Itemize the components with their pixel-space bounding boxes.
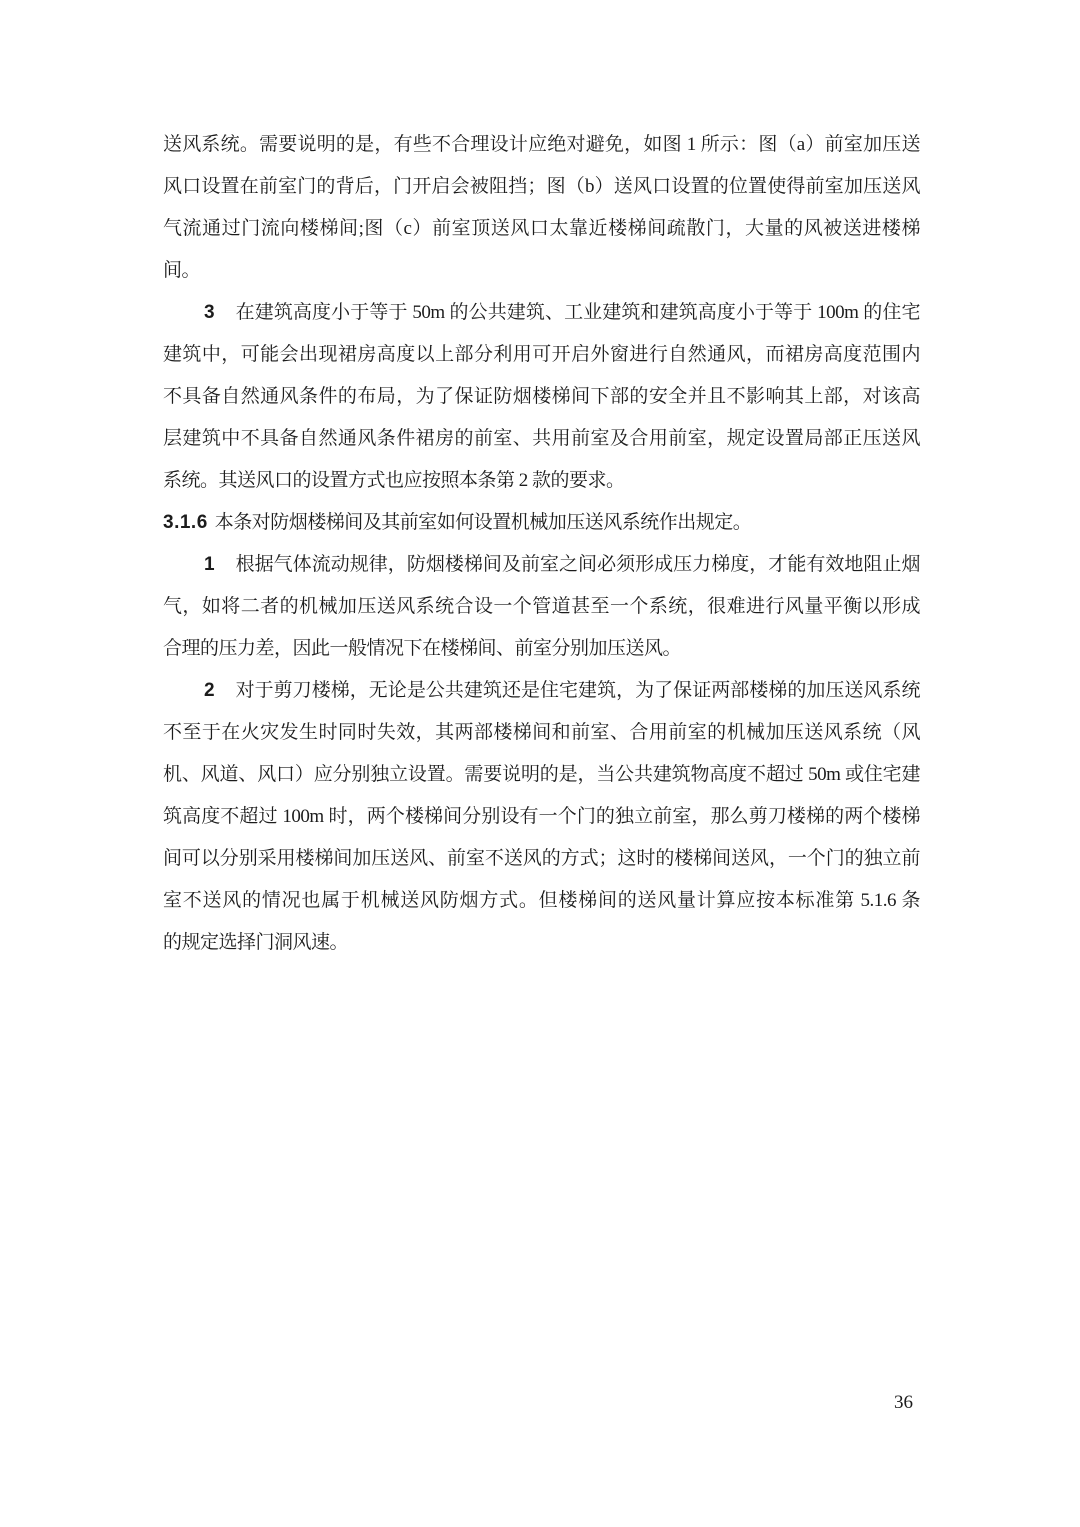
paragraph-number: 3	[204, 302, 216, 323]
text-line: 风口设置在前室门的背后，门开启会被阻挡；图（b）送风口设置的位置使得前室加压送风	[163, 176, 920, 197]
text-line: 不具备自然通风条件的布局，为了保证防烟楼梯间下部的安全并且不影响其上部，对该高	[163, 386, 920, 407]
text-run: 在建筑高度小于等于 50m 的公共建筑、工业建筑和建筑高度小于等于 100m 的住宅	[235, 302, 920, 323]
text-line: 不至于在火灾发生时同时失效，其两部楼梯间和前室、合用前室的机械加压送风系统（风	[163, 722, 920, 743]
text-line: 筑高度不超过 100m 时，两个楼梯间分别设有一个门的独立前室，那么剪刀楼梯的两个楼梯	[163, 806, 920, 827]
text-line	[163, 292, 920, 334]
text-line	[163, 502, 920, 544]
text-run: 本条对防烟楼梯间及其前室如何设置机械加压送风系统作出规定。	[214, 512, 752, 533]
text-line: 间可以分别采用楼梯间加压送风、前室不送风的方式；这时的楼梯间送风，一个门的独立前	[163, 848, 920, 869]
clause-1-paragraph	[163, 544, 920, 670]
text-line: 气流通过门流向楼梯间;图（c）前室顶送风口太靠近楼梯间疏散门，大量的风被送进楼梯	[163, 218, 920, 239]
paragraph-number: 2	[204, 680, 216, 701]
page-number: 36	[894, 1392, 913, 1413]
text-line: 合理的压力差，因此一般情况下在楼梯间、前室分别加压送风。	[163, 638, 682, 659]
section-number: 3.1.6	[163, 512, 208, 533]
text-line	[163, 670, 920, 712]
document-body	[163, 124, 920, 964]
text-run: 对于剪刀楼梯，无论是公共建筑还是住宅建筑，为了保证两部楼梯的加压送风系统	[235, 680, 920, 701]
paragraph-number: 1	[204, 554, 216, 575]
clause-2-paragraph	[163, 670, 920, 964]
text-line: 的规定选择门洞风速。	[163, 932, 349, 953]
section-heading-3-1-6	[163, 502, 920, 544]
text-line: 层建筑中不具备自然通风条件裙房的前室、共用前室及合用前室，规定设置局部正压送风	[163, 428, 920, 449]
paragraph-continuation	[163, 124, 920, 292]
text-line: 机、风道、风口）应分别独立设置。需要说明的是，当公共建筑物高度不超过 50m 或住宅建	[163, 764, 920, 785]
text-line	[163, 544, 920, 586]
text-line: 室不送风的情况也属于机械送风防烟方式。但楼梯间的送风量计算应按本标准第 5.1.6 条	[163, 890, 920, 911]
text-run: 根据气体流动规律，防烟楼梯间及前室之间必须形成压力梯度，才能有效地阻止烟	[235, 554, 920, 575]
text-line: 送风系统。需要说明的是，有些不合理设计应绝对避免，如图 1 所示：图（a）前室加压送	[163, 134, 920, 155]
text-line: 建筑中，可能会出现裙房高度以上部分利用可开启外窗进行自然通风，而裙房高度范围内	[163, 344, 920, 365]
text-line: 气，如将二者的机械加压送风系统合设一个管道甚至一个系统，很难进行风量平衡以形成	[163, 596, 920, 617]
clause-3-paragraph	[163, 292, 920, 502]
text-line: 间。	[163, 260, 201, 281]
text-line: 系统。其送风口的设置方式也应按照本条第 2 款的要求。	[163, 470, 625, 491]
